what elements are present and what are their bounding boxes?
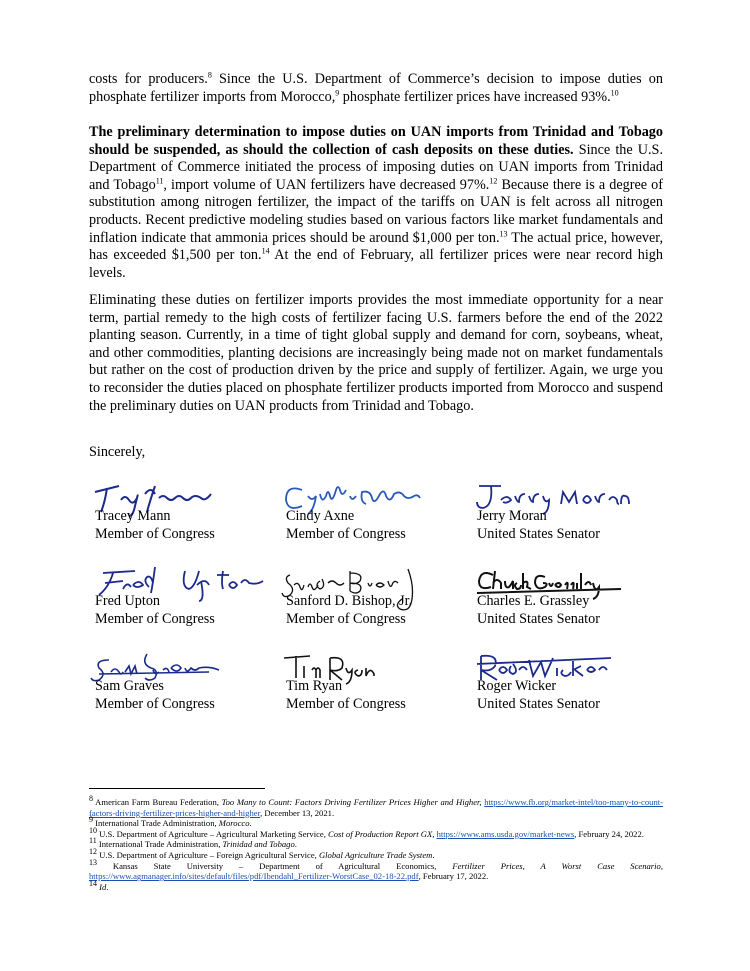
footnote-ref[interactable]: 12 (489, 176, 498, 186)
signatory-name: Tim Ryan (286, 678, 343, 694)
signatory-name: Jerry Moran (477, 508, 547, 524)
signatory-title: Member of Congress (286, 611, 406, 627)
signatory-name: Tracey Mann (95, 508, 171, 524)
footnote: $^8$ American Farm Bureau Federation, Too Many to Count: Factors Driving Fertilizer Prices Higher and Higher, https://www.fb.org/market-intel/too-many-to-count-factors-driving-fertilizer-prices-higher-and-higher, December 13, 2021. (89, 794, 663, 818)
signatory-title: Member of Congress (286, 526, 406, 542)
footnote-link[interactable]: https://www.fb.org/market-intel/too-many-to-count-factors-driving-fertilizer-prices-higher-and-higher (89, 797, 663, 818)
signatory-title: Member of Congress (95, 696, 215, 712)
signatory-name: Roger Wicker (477, 678, 557, 694)
footnote-ref[interactable]: 11 (155, 176, 164, 186)
signature-block (89, 563, 274, 648)
signatory-title: Member of Congress (95, 526, 215, 542)
signatory-title: United States Senator (477, 526, 600, 542)
footnote-ref[interactable]: 13 (499, 228, 508, 238)
signature-block (471, 563, 656, 648)
uan-heading-sentence: The preliminary determination to impose duties on UAN imports from Trinidad and Tobago should be suspended, as should the collection of cash deposits on these duties. (89, 124, 663, 158)
signatory-name: Cindy Axne (286, 508, 355, 524)
signatory-name: Sanford D. Bishop, Jr. (286, 593, 413, 609)
footnote-divider (89, 788, 265, 789)
footnote-ref[interactable]: 14 (261, 246, 270, 256)
footnote: $^{11}$ International Trade Administration, Trinidad and Tobago. (89, 836, 297, 850)
footnote-ref[interactable]: 8 (207, 70, 212, 80)
footnote: $^9$ International Trade Administration, Morocco. (89, 815, 252, 829)
footnote-link[interactable]: https://www.agmanager.info/sites/default/files/pdf/Ibendahl_Fertilizer-WorstCase_02-18-22.pdf (89, 871, 419, 882)
footnote: $^{14}$ Id. (89, 878, 109, 892)
footnote-ref[interactable]: 10 (610, 87, 619, 97)
signatory-title: Member of Congress (286, 696, 406, 712)
footnote: $^{13}$ Kansas State University – Department of Agricultural Economics, Fertilizer Prices, A Worst Case Scenario, https://www.agmanager.info/sites/default/files/pdf/Ibendahl_Fertilizer-WorstCase_02-18-22.pdf, February 17, 2022. (89, 857, 663, 882)
paragraph-eliminating-duties: Eliminating these duties on fertilizer imports provides the most immediate opportunity for a near term, partial remedy to the high costs of fertilizer facing U.S. farmers before the end of the 2022 planting season. Currently, in a time of tight global supply and demand for corn, soybeans, wheat, and other commodities, planting decisions are increasingly being made not on market fundamentals but rather on the cost of production driven by the price and supply of fertilizer. Again, we urge you to reconsider the duties placed on phosphate fertilizer products imported from Morocco and suspend the preliminary duties on UAN products from Trinidad and Tobago. (89, 292, 663, 414)
closing-salutation: Sincerely, (89, 444, 146, 460)
footnote: $^{10}$ U.S. Department of Agriculture – Agricultural Marketing Service, Cost of Production Report GX, https://www.ams.usda.gov/market-news, February 24, 2022. (89, 825, 644, 839)
signatory-name: Sam Graves (95, 678, 164, 694)
signatory-title: Member of Congress (95, 611, 215, 627)
footnotes (89, 794, 663, 892)
footnote: $^{12}$ U.S. Department of Agriculture – Foreign Agricultural Service, Global Agriculture Trade System. (89, 847, 435, 860)
paragraph-phosphate: costs for producers.$^8$ Since the U.S. Department of Commerce’s decision to impose duties on phosphate fertilizer imports from Morocco,$^9$ phosphate fertilizer prices have increased 93%.$^{10}$ (89, 70, 663, 105)
signature-block (89, 648, 274, 733)
signatory-name: Fred Upton (95, 593, 161, 609)
signature-block (280, 478, 465, 563)
paragraph-uan: The preliminary determination to impose duties on UAN imports from Trinidad and Tobago should be suspended, as should the collection of cash deposits on these duties. Since the U.S. Department of Commerce initiated the process of imposing duties on UAN imports from Trinidad and Tobago$^{11}$, import volume of UAN fertilizers have decreased 97%.$^{12}$ Because there is a degree of substitution among nitrogen fertilizer, the impact of the tariffs on UAN is felt across all nitrogen products. Recent predictive modeling studies based on various factors like market fundamentals and inflation indicate that ammonia prices should be around $1,000 per ton.$^{13}$ The actual price, however, has exceeded $1,500 per ton.$^{14}$ At the end of February, all fertilizer prices were near record high levels. (89, 124, 663, 281)
signature-block (280, 563, 465, 648)
footnote-link[interactable]: https://www.ams.usda.gov/market-news (436, 828, 575, 839)
signature-block (471, 478, 656, 563)
signature-block (471, 648, 656, 733)
signatory-title: United States Senator (477, 611, 600, 627)
footnote-ref[interactable]: 9 (335, 87, 340, 97)
signature-block (280, 648, 465, 733)
signatory-name: Charles E. Grassley (477, 593, 590, 609)
signatory-title: United States Senator (477, 696, 600, 712)
signature-block (89, 478, 274, 563)
